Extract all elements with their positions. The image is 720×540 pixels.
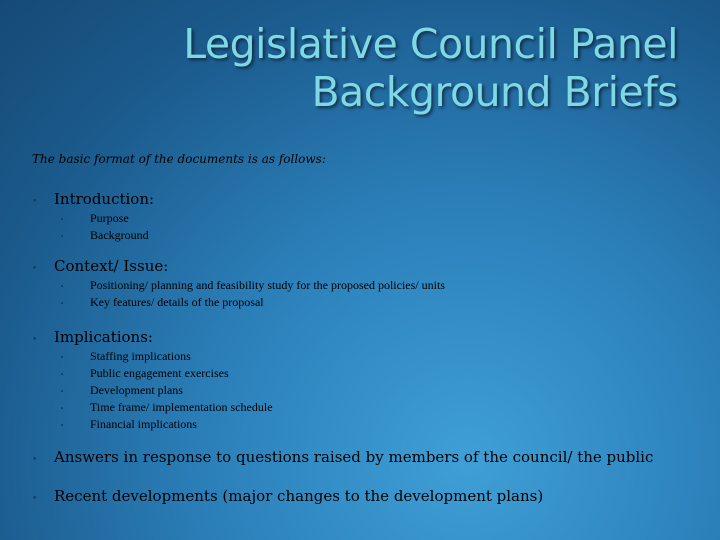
list-item <box>60 400 273 417</box>
list-item-text: Purpose <box>90 211 129 225</box>
bullet-icon: • <box>60 216 65 224</box>
list-item-text: Staffing implications <box>90 349 191 363</box>
list-item <box>60 295 445 312</box>
intro-text: The basic format of the documents is as follows: <box>32 152 326 166</box>
list-item <box>60 228 154 245</box>
bullet-icon: • <box>60 283 65 291</box>
section-introduction <box>32 190 154 245</box>
list-item-text: Development plans <box>90 383 183 397</box>
bullet-icon: • <box>60 405 65 413</box>
bullet-icon: • <box>60 422 65 430</box>
section-context-issue <box>32 257 445 312</box>
slide-title <box>38 20 678 116</box>
bullet-icon: • <box>60 388 65 396</box>
bullet-icon: • <box>60 354 65 362</box>
bullet-icon: • <box>60 300 65 308</box>
title-line-1: Legislative Council Panel <box>183 20 678 68</box>
list-item-text: Positioning/ planning and feasibility study for the proposed policies/ units <box>90 278 445 292</box>
bullet-icon: • <box>32 264 38 274</box>
list-item <box>60 383 273 400</box>
list-item-text: Background <box>90 228 149 242</box>
section-heading: Context/ Issue: <box>54 257 169 275</box>
section-implications <box>32 328 273 434</box>
sub-list <box>60 278 445 312</box>
list-item-text: Financial implications <box>90 417 197 431</box>
section-heading: Introduction: <box>54 190 155 208</box>
list-item-text: Key features/ details of the proposal <box>90 295 264 309</box>
bullet-icon: • <box>32 455 38 465</box>
bullet-icon: • <box>60 233 65 241</box>
list-item <box>60 278 445 295</box>
sub-list <box>60 349 273 434</box>
list-item <box>60 417 273 434</box>
sub-list <box>60 211 154 245</box>
list-item-text: Time frame/ implementation schedule <box>90 400 273 414</box>
bullet-icon: • <box>32 494 38 504</box>
section-heading: Answers in response to questions raised by members of the council/ the public <box>54 448 654 466</box>
list-item <box>60 349 273 366</box>
section-heading: Implications: <box>54 328 153 346</box>
list-item <box>60 366 273 383</box>
section-answers <box>32 448 653 466</box>
list-item <box>60 211 154 228</box>
bullet-icon: • <box>32 197 38 207</box>
list-item-text: Public engagement exercises <box>90 366 229 380</box>
bullet-icon: • <box>32 335 38 345</box>
title-line-2: Background Briefs <box>311 68 678 116</box>
section-heading: Recent developments (major changes to the development plans) <box>54 487 544 505</box>
section-recent-developments <box>32 487 543 505</box>
bullet-icon: • <box>60 371 65 379</box>
